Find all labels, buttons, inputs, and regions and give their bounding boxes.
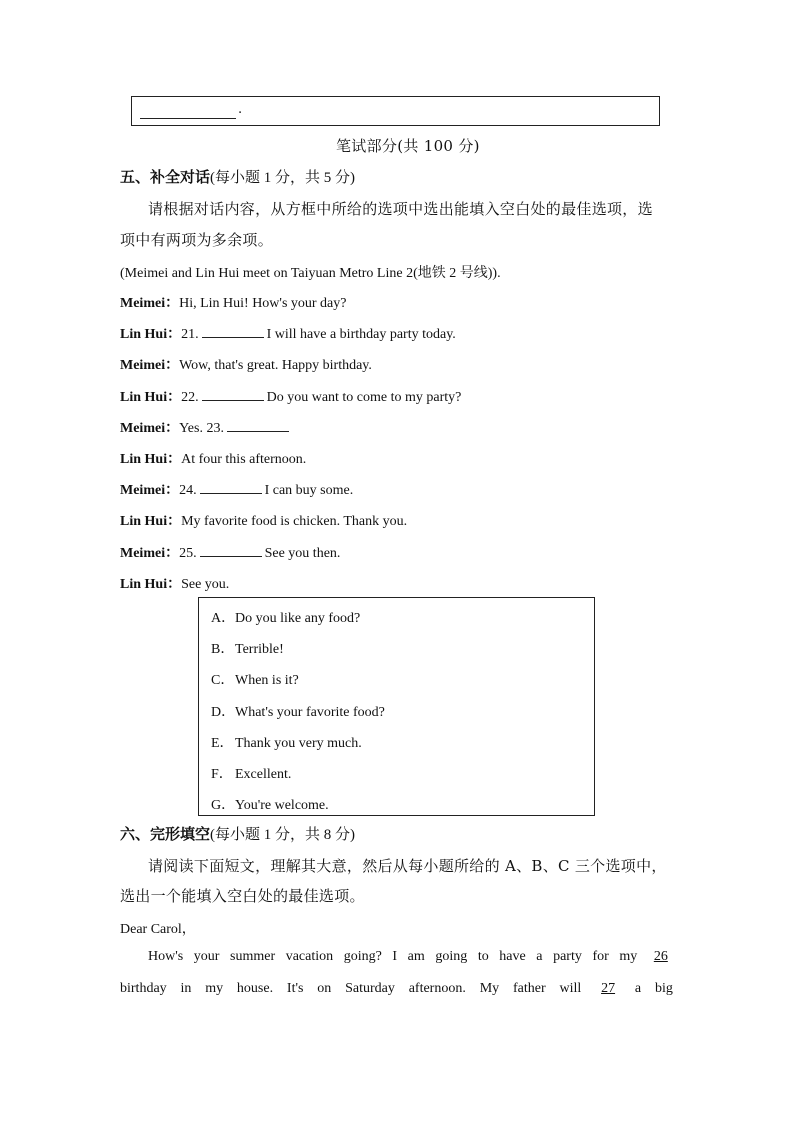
speaker-name: Meimei： <box>120 483 180 498</box>
passage-word: in <box>180 981 192 996</box>
dialogue-text: Hi, Lin Hui! How's your day? <box>179 296 347 311</box>
passage-word: will <box>559 981 582 996</box>
speaker-name: Lin Hui： <box>120 452 182 467</box>
dialogue-text-after-blank: See you then. <box>264 546 341 561</box>
option-text: Do you like any food? <box>235 611 361 626</box>
passage-word: going? <box>343 949 382 964</box>
speaker-name: Lin Hui： <box>120 390 182 405</box>
option-letter: F． <box>211 767 233 782</box>
dialogue-text: 24. <box>179 483 197 498</box>
dialogue-text: 21. <box>181 327 199 342</box>
dialogue-line <box>120 292 346 312</box>
passage-word: Saturday <box>345 981 395 996</box>
passage-line-1 <box>148 949 674 965</box>
option-item <box>211 669 299 689</box>
dialogue-line <box>120 448 306 468</box>
option-text: You're welcome. <box>235 798 329 813</box>
passage-word: have <box>499 949 526 964</box>
dialogue-text-after-blank: I can buy some. <box>264 483 354 498</box>
option-text: Terrible! <box>235 642 284 657</box>
passage-word: summer <box>230 949 276 964</box>
dialogue-text: At four this afternoon. <box>181 452 307 467</box>
dialogue-line <box>120 510 407 530</box>
option-item <box>211 701 385 721</box>
dialogue-scene: (Meimei and Lin Hui meet on Taiyuan Metro Line 2(地铁 2 号线)). <box>120 266 501 281</box>
passage-word: I <box>392 949 398 964</box>
dialogue-line <box>120 417 292 437</box>
dialogue-text: 22. <box>181 390 199 405</box>
passage-word: a <box>634 981 642 996</box>
dialogue-text-after-blank: I will have a birthday party today. <box>266 327 456 342</box>
passage-word: am <box>407 949 425 964</box>
dialogue-text-after-blank: Do you want to come to my party? <box>266 390 462 405</box>
dialogue-line <box>120 479 353 499</box>
option-text: What's your favorite food? <box>235 705 385 720</box>
option-item <box>211 763 291 783</box>
written-section-title: 笔试部分(共 100 分) <box>336 137 480 155</box>
option-letter: A． <box>211 611 236 626</box>
passage-word: vacation <box>285 949 334 964</box>
speaker-name: Meimei： <box>120 546 180 561</box>
passage-word: birthday <box>120 981 167 996</box>
passage-word: a <box>536 949 543 964</box>
passage-word: It's <box>286 981 304 996</box>
dialogue-line <box>120 323 456 343</box>
option-item <box>211 607 360 627</box>
passage-word: on <box>317 981 332 996</box>
answer-blank[interactable] <box>227 420 289 432</box>
passage-word: father <box>512 981 546 996</box>
dialogue-text: Yes. 23. <box>179 421 224 436</box>
section5-heading-bold: 五、补全对话 <box>120 168 211 186</box>
passage-line-2 <box>120 981 673 997</box>
speaker-name: Meimei： <box>120 358 180 373</box>
section6-heading-bold: 六、完形填空 <box>120 825 211 843</box>
section6-instruction-line2: 选出一个能填入空白处的最佳选项。 <box>120 887 365 905</box>
cloze-blank-number[interactable]: 26 <box>653 949 668 964</box>
cloze-blank-number[interactable]: 27 <box>601 981 616 996</box>
answer-blank-line[interactable] <box>140 105 236 119</box>
passage-word: for <box>592 949 609 964</box>
option-text: Thank you very much. <box>235 736 362 751</box>
passage-word: your <box>193 949 220 964</box>
passage-word: party <box>553 949 582 964</box>
option-item <box>211 794 329 814</box>
speaker-name: Meimei： <box>120 296 180 311</box>
section5-instruction-line2: 项中有两项为多余项。 <box>120 231 274 249</box>
passage-word: my <box>205 981 224 996</box>
option-letter: G． <box>211 798 236 813</box>
section6-heading-rest: (每小题 1 分，共 8 分) <box>210 827 356 843</box>
speaker-name: Lin Hui： <box>120 514 182 529</box>
option-letter: C． <box>211 673 235 688</box>
dialogue-line <box>120 542 340 562</box>
answer-blank[interactable] <box>202 326 264 338</box>
section6-instruction-line1: 请阅读下面短文，理解其大意，然后从每小题所给的 A、B、C 三个选项中， <box>148 857 667 875</box>
passage-word: going <box>435 949 468 964</box>
passage-word: afternoon. <box>408 981 466 996</box>
passage-word: to <box>477 949 489 964</box>
dialogue-line <box>120 386 461 406</box>
dialogue-text: 25. <box>179 546 197 561</box>
dialogue-line <box>120 354 372 374</box>
option-letter: B． <box>211 642 235 657</box>
dialogue-text: Wow, that's great. Happy birthday. <box>179 358 372 373</box>
option-letter: E． <box>211 736 234 751</box>
option-item <box>211 732 362 752</box>
passage-word: big <box>654 981 673 996</box>
section5-heading <box>120 166 355 187</box>
option-text: Excellent. <box>235 767 292 782</box>
answer-blank[interactable] <box>202 389 264 401</box>
answer-period: . <box>238 102 243 117</box>
passage-word: My <box>479 981 500 996</box>
answer-blank[interactable] <box>200 545 262 557</box>
options-box <box>198 597 595 816</box>
section6-heading <box>120 823 355 844</box>
option-letter: D． <box>211 705 236 720</box>
answer-box <box>131 96 660 126</box>
letter-salutation: Dear Carol， <box>120 922 196 937</box>
speaker-name: Meimei： <box>120 421 180 436</box>
passage-word: How's <box>148 949 184 964</box>
option-item <box>211 638 284 658</box>
option-text: When is it? <box>235 673 299 688</box>
section5-heading-rest: (每小题 1 分，共 5 分) <box>210 170 356 186</box>
answer-blank[interactable] <box>200 482 262 494</box>
dialogue-text: My favorite food is chicken. Thank you. <box>181 514 408 529</box>
dialogue-line <box>120 573 229 593</box>
passage-word: house. <box>236 981 274 996</box>
section5-instruction-line1: 请根据对话内容，从方框中所给的选项中选出能填入空白处的最佳选项，选 <box>148 200 653 218</box>
passage-word: my <box>619 949 638 964</box>
speaker-name: Lin Hui： <box>120 577 182 592</box>
dialogue-text: See you. <box>181 577 230 592</box>
speaker-name: Lin Hui： <box>120 327 182 342</box>
